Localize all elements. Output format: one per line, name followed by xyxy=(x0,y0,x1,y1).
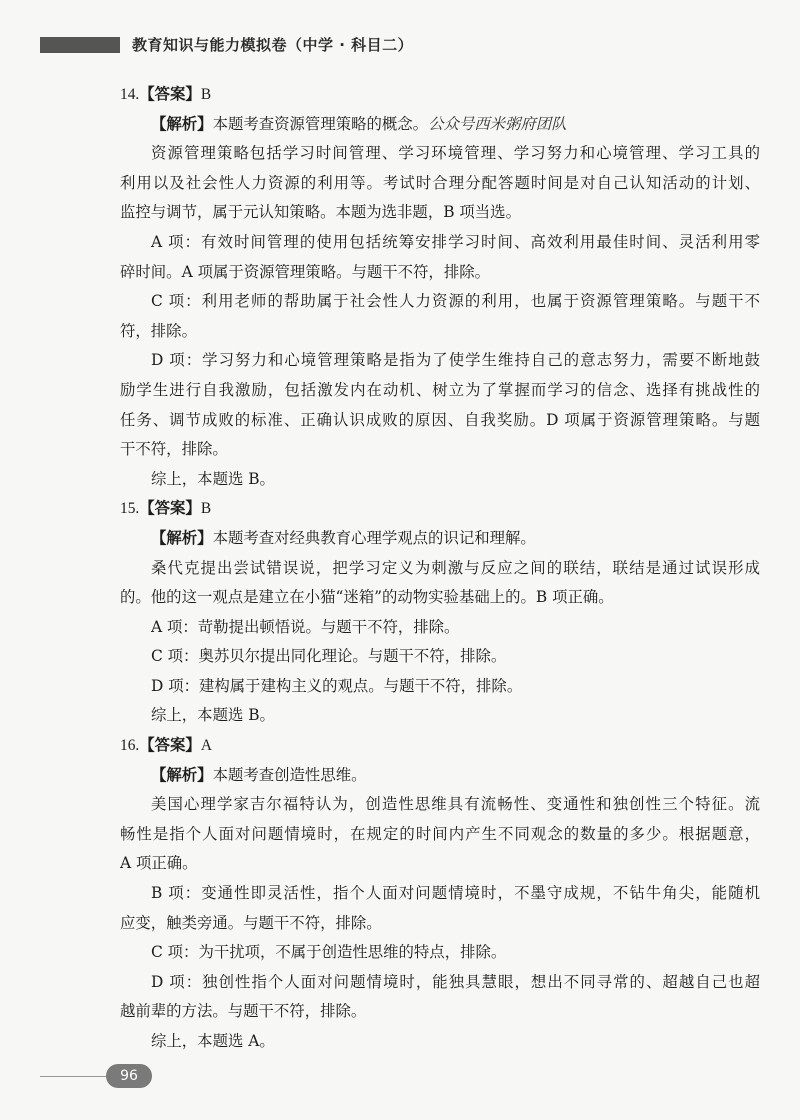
q16-text-line: 应变，触类旁通。与题干不符，排除。 xyxy=(120,913,382,932)
q14-text-line: 符，排除。 xyxy=(120,321,197,340)
q15-conclusion: 综上，本题选 B。 xyxy=(151,706,275,725)
q14-text-line: 碎时间。A 项属于资源管理策略。与题干不符，排除。 xyxy=(120,262,490,281)
q16-text-line: D 项：独创性指个人面对问题情境时，能独具慧眼，想出不同寻常的、超越自己也超 xyxy=(151,972,760,991)
header-decor-bar xyxy=(40,37,120,53)
q15-analysis-line xyxy=(120,524,760,554)
q15-analysis-tag: 【解析】 xyxy=(151,528,213,547)
q14-text-line: 资源管理策略包括学习时间管理、学习环境管理、学习努力和心境管理、学习工具的 xyxy=(151,144,760,163)
q16-analysis-intro: 本题考查创造性思维。 xyxy=(212,765,367,784)
q16-analysis-line xyxy=(120,761,760,791)
q16-conclusion: 综上，本题选 A。 xyxy=(151,1032,275,1050)
q14-text-line: D 项：学习努力和心境管理策略是指为了使学生维持自己的意志努力，需要不断地鼓 xyxy=(151,351,760,370)
q14-text-line: 励学生进行自我激励，包括激发内在动机、树立为了掌握而学习的信念、选择有挑战性的 xyxy=(120,380,760,399)
answer-content xyxy=(120,80,760,1057)
q14-text-line: 任务、调节成败的标准、正确认识成败的原因、自我奖励。D 项属于资源管理策略。与题 xyxy=(120,410,760,429)
page-header-title: 教育知识与能力模拟卷（中学 · 科目二） xyxy=(132,36,414,54)
q15-analysis-intro: 本题考查对经典教育心理学观点的识记和理解。 xyxy=(212,528,536,547)
q16-text-line: 美国心理学家吉尔福特认为，创造性思维具有流畅性、变通性和独创性三个特征。流 xyxy=(151,795,760,814)
watermark-text: 公众号西米粥府团队 xyxy=(428,114,567,133)
q16-text-line: C 项：为干扰项，不属于创造性思维的特点，排除。 xyxy=(151,943,507,962)
q15-answer-line xyxy=(120,494,760,524)
q15-answer-tag: 【答案】 xyxy=(139,499,201,518)
q16-text-line: B 项：变通性即灵活性，指个人面对问题情境时，不墨守成规，不钻牛角尖，能随机 xyxy=(151,884,760,903)
q16-answer-tag: 【答案】 xyxy=(139,736,201,755)
q14-analysis-intro: 本题考查资源管理策略的概念。 xyxy=(212,114,429,133)
q14-answer-tag: 【答案】 xyxy=(139,85,201,103)
q16-text-line: 越前辈的方法。与题干不符，排除。 xyxy=(120,1002,367,1021)
q14-text-line: 干不符，排除。 xyxy=(120,440,228,459)
q15-text-line: D 项：建构属于建构主义的观点。与题干不符，排除。 xyxy=(151,676,523,695)
q14-text-line: A 项：有效时间管理的使用包括统筹安排学习时间、高效利用最佳时间、灵活利用零 xyxy=(151,232,760,251)
q14-analysis-line xyxy=(120,110,760,140)
q15-text-line: C 项：奥苏贝尔提出同化理论。与题干不符，排除。 xyxy=(151,647,507,666)
q15-answer: B xyxy=(200,500,212,518)
q16-answer: A xyxy=(200,737,212,755)
q16-number: 16. xyxy=(120,737,140,755)
q14-answer: B xyxy=(200,86,212,103)
q14-conclusion: 综上，本题选 B。 xyxy=(151,469,275,488)
q16-analysis-tag: 【解析】 xyxy=(151,765,213,784)
q14-analysis-tag: 【解析】 xyxy=(151,114,213,133)
q16-text-line: A 项正确。 xyxy=(120,854,198,873)
q15-text-line: 桑代克提出尝试错误说，把学习定义为刺激与反应之间的联结，联结是通过试误形成 xyxy=(151,558,760,577)
q14-text-line: 利用以及社会性人力资源的利用等。考试时合理分配答题时间是对自己认知活动的计划、 xyxy=(120,173,760,192)
q15-number: 15. xyxy=(120,500,140,518)
q14-number: 14. xyxy=(120,86,140,103)
q16-answer-line xyxy=(120,731,760,761)
page-number-badge: 96 xyxy=(106,1064,152,1088)
q14-text-line: C 项：利用老师的帮助属于社会性人力资源的利用，也属于资源管理策略。与题干不 xyxy=(151,292,760,311)
q15-text-line: 的。他的这一观点是建立在小猫“迷箱”的动物实验基础上的。B 项正确。 xyxy=(120,588,614,607)
q15-text-line: A 项：苛勒提出顿悟说。与题干不符，排除。 xyxy=(151,617,460,636)
q14-answer-line xyxy=(120,80,760,110)
q16-text-line: 畅性是指个人面对问题情境时，在规定的时间内产生不同观念的数量的多少。根据题意， xyxy=(120,824,760,843)
q14-text-line: 监控与调节，属于元认知策略。本题为选非题，B 项当选。 xyxy=(120,203,521,222)
